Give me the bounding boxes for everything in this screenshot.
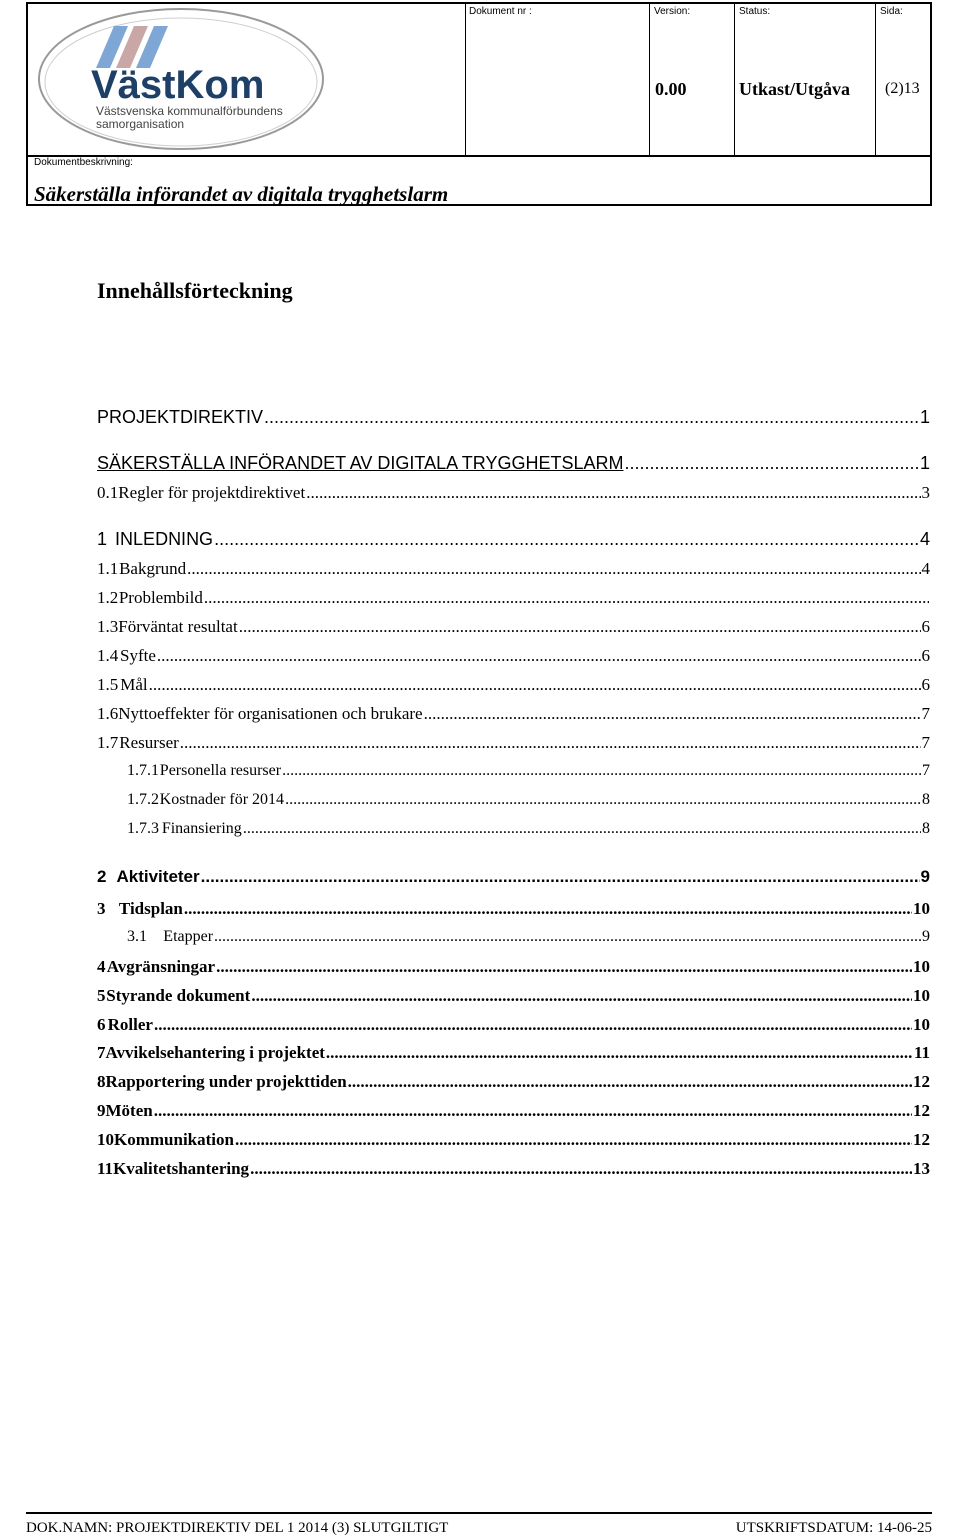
toc-entry-page: 4: [921, 559, 930, 578]
beskrivning-value: Säkerställa införandet av digitala trygghetslarm: [34, 182, 449, 206]
toc-entry[interactable]: [97, 1159, 930, 1179]
toc-entry-page: 12: [913, 1101, 930, 1120]
toc-entry-page: 7: [921, 704, 930, 723]
beskrivning-label: Dokumentbeskrivning:: [34, 157, 133, 168]
toc-entry-title: Kvalitetshantering: [113, 1159, 250, 1178]
logo-subtitle-2: samorganisation: [96, 117, 185, 131]
document-header: [26, 2, 932, 206]
toc-entry[interactable]: [97, 733, 930, 753]
toc-entry[interactable]: [127, 928, 930, 946]
toc-entry-title: Styrande dokument: [106, 986, 251, 1005]
toc-entry-title: Aktiviteter: [116, 867, 200, 886]
toc-entry-page: 9: [922, 928, 930, 945]
toc-entry-title: Syfte: [120, 646, 156, 665]
toc-entry-page: 1: [919, 407, 930, 427]
toc-leader: [187, 559, 920, 579]
toc-leader: [251, 986, 912, 1006]
toc-entry[interactable]: [97, 1101, 930, 1121]
toc-entry-number: 1.4: [97, 646, 119, 665]
logo-subtitle-1: Västsvenska kommunalförbundens: [96, 104, 283, 118]
toc-leader: [204, 588, 929, 608]
toc-entry-title: Förväntat resultat: [118, 617, 238, 636]
toc-leader: [424, 704, 921, 724]
toc-leader: [180, 733, 921, 753]
toc-entry-number: 3: [97, 899, 106, 918]
divider: [28, 155, 932, 157]
status-value: Utkast/Utgåva: [739, 79, 850, 99]
toc-entry-title: Kostnader för 2014: [159, 791, 285, 808]
toc-entry-page: 1: [919, 453, 930, 473]
toc-entry[interactable]: [97, 957, 930, 977]
toc-entry-title: Rapportering under projekttiden: [105, 1072, 347, 1091]
toc-entry-page: 12: [913, 1072, 930, 1091]
toc-entry-title: Mål: [120, 675, 148, 694]
toc-entry-title: INLEDNING: [115, 529, 214, 549]
toc-leader: [214, 928, 921, 946]
toc-entry-page: 6: [921, 617, 930, 636]
toc-entry-title: Kommunikation: [114, 1130, 234, 1149]
toc-title: Innehållsförteckning: [97, 278, 293, 303]
toc-entry-page: 6: [921, 675, 930, 694]
toc-entry[interactable]: [127, 762, 930, 780]
toc-leader: [326, 1043, 913, 1063]
sida-label: Sida:: [880, 6, 903, 17]
divider: [649, 4, 650, 156]
toc-entry-number: 7: [97, 1043, 106, 1062]
toc-entry[interactable]: [97, 1130, 930, 1150]
toc-entry-number: 8: [97, 1072, 106, 1091]
footer-print-date: UTSKRIFTSDATUM: 14-06-25: [735, 1520, 932, 1536]
toc-leader: [624, 453, 919, 474]
toc-entry-number: 1.7.3: [127, 820, 159, 837]
toc-entry[interactable]: [97, 675, 930, 695]
toc-entry-page: 9: [920, 867, 930, 886]
toc-entry[interactable]: [97, 588, 930, 608]
toc-entry-number: 10: [97, 1130, 114, 1149]
toc-leader: [243, 820, 921, 838]
toc-entry-number: 1.1: [97, 559, 119, 578]
footer-document-name: DOK.NAMN: PROJEKTDIREKTIV DEL 1 2014 (3) SLUTGILTIGT: [26, 1520, 449, 1536]
toc-entry-page: 10: [913, 986, 930, 1005]
toc-entry-number: 5: [97, 986, 106, 1005]
toc-leader: [149, 675, 921, 695]
toc-leader: [239, 617, 921, 637]
sida-value: (2)13: [885, 80, 920, 97]
toc-entry-number: 11: [97, 1159, 114, 1178]
status-label: Status:: [739, 6, 771, 17]
toc-entry[interactable]: [97, 704, 930, 724]
toc-entry-title: Problembild: [118, 588, 203, 607]
toc-leader: [264, 407, 919, 428]
toc-entry[interactable]: [97, 1072, 930, 1092]
toc-entry-title: Bakgrund: [119, 559, 187, 578]
logo-cell: [28, 4, 466, 156]
toc-entry[interactable]: [97, 453, 930, 474]
toc-entry-title: Resurser: [119, 733, 179, 752]
divider: [465, 4, 466, 156]
toc-entry-title: Avgränsningar: [106, 957, 216, 976]
toc-entry-title: Avvikelsehantering i projektet: [105, 1043, 325, 1062]
toc-entry[interactable]: [127, 791, 930, 809]
toc-entry[interactable]: [97, 867, 930, 887]
toc-entry[interactable]: [97, 483, 930, 503]
toc-entry-number: 1.7.2: [127, 791, 159, 808]
toc-entry-title: Personella resurser: [159, 762, 282, 779]
toc-entry-title: Möten: [105, 1101, 153, 1120]
toc-entry-page: 10: [913, 957, 930, 976]
toc-entry-title: Tidsplan: [118, 899, 183, 918]
toc-leader: [214, 529, 919, 550]
toc-entry-page: 10: [913, 899, 930, 918]
toc-entry[interactable]: [97, 617, 930, 637]
toc-entry-title: Etapper: [163, 928, 214, 945]
toc-entry-number: 1.6: [97, 704, 119, 723]
toc-entry-title: Nyttoeffekter för organisationen och brukare: [118, 704, 423, 723]
toc-leader: [282, 762, 921, 780]
toc-entry-page: 11: [913, 1043, 930, 1062]
toc-entry-title: Regler för projektdirektivet: [118, 483, 306, 502]
toc-entry-page: 8: [922, 820, 930, 837]
toc-entry-number: 1: [97, 529, 108, 549]
toc-entry[interactable]: [97, 407, 930, 428]
toc-entry-title: PROJEKTDIREKTIV: [97, 407, 264, 427]
toc-entry-page: 4: [919, 529, 930, 549]
toc-entry[interactable]: [97, 986, 930, 1006]
toc-entry[interactable]: [127, 820, 930, 838]
toc-leader: [235, 1130, 912, 1150]
toc-leader: [348, 1072, 912, 1092]
toc-leader: [201, 867, 920, 887]
toc-entry-number: 1.3: [97, 617, 119, 636]
toc-entry-page: 13: [913, 1159, 930, 1178]
toc-entry-number: 1.7.1: [127, 762, 159, 779]
toc-leader: [306, 483, 920, 503]
toc-entry-page: 6: [921, 646, 930, 665]
toc-entry-number: 0.1: [97, 483, 119, 502]
toc-entry-page: 12: [913, 1130, 930, 1149]
toc-entry-page: 7: [921, 733, 930, 752]
vastkom-logo: [36, 6, 326, 152]
toc-entry[interactable]: [97, 646, 930, 666]
toc-entry-number: 2: [97, 867, 107, 886]
version-value: 0.00: [655, 79, 687, 99]
toc-leader: [154, 1101, 912, 1121]
toc-entry-number: 3.1: [127, 928, 147, 945]
toc-leader: [154, 1015, 912, 1035]
divider: [734, 4, 735, 156]
toc-entry[interactable]: [97, 899, 930, 919]
toc-entry-number: 1.2: [97, 588, 119, 607]
toc-entry-number: 1.7: [97, 733, 119, 752]
toc-entry-number: 1.5: [97, 675, 119, 694]
divider: [875, 4, 876, 156]
toc-entry[interactable]: [97, 1043, 930, 1063]
toc-entry-number: 9: [97, 1101, 106, 1120]
toc-entry[interactable]: [97, 1015, 930, 1035]
toc-entry-page: 10: [913, 1015, 930, 1034]
toc-leader: [285, 791, 921, 809]
toc-entry-title: Roller: [107, 1015, 153, 1034]
toc-entry-title: SÄKERSTÄLLA INFÖRANDET AV DIGITALA TRYGGHETSLARM: [97, 453, 624, 473]
toc-leader: [184, 899, 912, 919]
toc-entry[interactable]: [97, 529, 930, 550]
toc-leader: [157, 646, 921, 666]
logo-wordmark: VästKom: [91, 63, 265, 107]
dokument-nr-label: Dokument nr :: [469, 6, 532, 17]
toc-entry-page: 7: [922, 762, 930, 779]
toc-entry-number: 4: [97, 957, 106, 976]
toc-entry-number: 6: [97, 1015, 106, 1034]
document-footer: [26, 1512, 932, 1538]
toc-entry-page: 3: [921, 483, 930, 502]
toc-leader: [216, 957, 912, 977]
toc-entry[interactable]: [97, 559, 930, 579]
toc-leader: [250, 1159, 912, 1179]
toc-entry-page: 8: [922, 791, 930, 808]
toc-entry-title: Finansiering: [161, 820, 242, 837]
version-label: Version:: [654, 6, 691, 17]
